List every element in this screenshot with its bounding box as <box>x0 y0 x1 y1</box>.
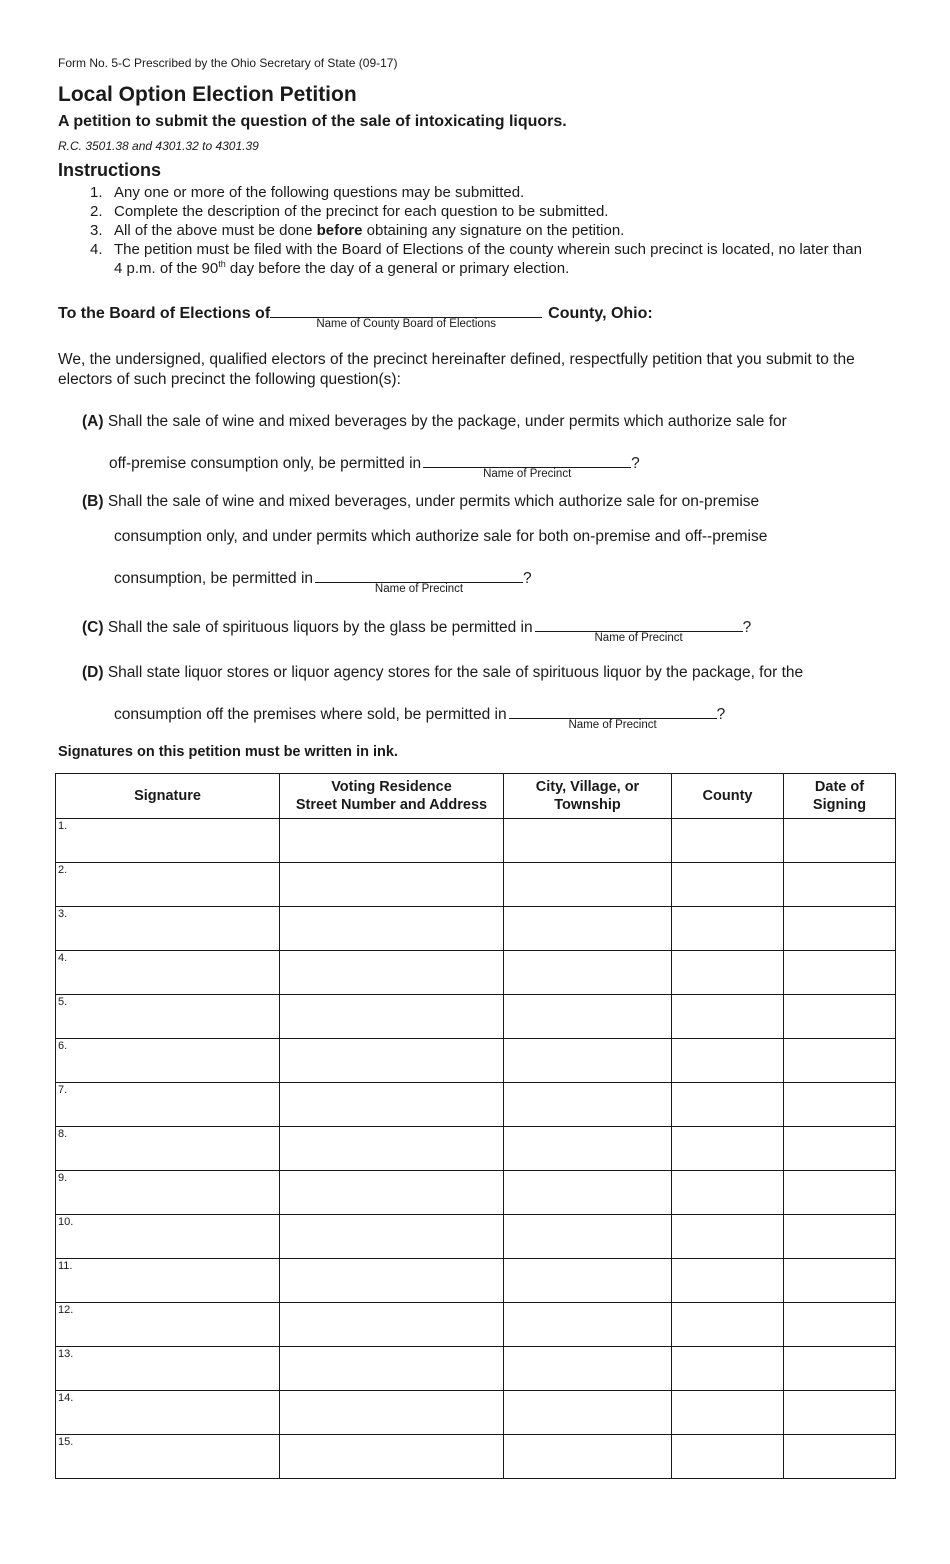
city-village-township-cell[interactable] <box>504 1215 672 1259</box>
instruction-item <box>90 183 900 202</box>
signature-instruction: Signatures on this petition must be written in ink. <box>58 744 398 760</box>
precinct-caption: Name of Precinct <box>374 583 464 595</box>
table-row <box>56 1391 896 1435</box>
city-village-township-cell[interactable] <box>504 819 672 863</box>
instructions-list <box>90 183 900 278</box>
form-number: Form No. 5-C Prescribed by the Ohio Secretary of State (09-17) <box>58 56 398 70</box>
signature-cell[interactable] <box>56 1303 280 1347</box>
row-number: 9. <box>58 1172 68 1184</box>
voting-residence-cell[interactable] <box>280 1127 504 1171</box>
question-b-letter: (B) <box>82 493 104 510</box>
city-village-township-cell[interactable] <box>504 907 672 951</box>
question-mark: ? <box>631 455 640 472</box>
instruction-item <box>90 240 900 278</box>
city-village-township-cell[interactable] <box>504 863 672 907</box>
table-row <box>56 1039 896 1083</box>
question-d-line2 <box>114 699 726 731</box>
statute-reference: R.C. 3501.38 and 4301.32 to 4301.39 <box>58 139 259 153</box>
instruction-text: Complete the description of the precinct for each question to be submitted. <box>114 203 609 220</box>
date-of-signing-cell[interactable] <box>784 819 896 863</box>
voting-residence-cell[interactable] <box>280 1039 504 1083</box>
question-a-line2 <box>109 448 640 480</box>
instruction-text-pre: All of the above must be done <box>114 222 317 239</box>
table-row <box>56 863 896 907</box>
city-village-township-cell[interactable] <box>504 1347 672 1391</box>
question-b-line3 <box>114 563 532 595</box>
date-of-signing-cell[interactable] <box>784 1127 896 1171</box>
county-cell[interactable] <box>672 1435 784 1479</box>
table-row <box>56 1215 896 1259</box>
date-of-signing-cell[interactable] <box>784 1083 896 1127</box>
table-row <box>56 1127 896 1171</box>
date-of-signing-cell[interactable] <box>784 1347 896 1391</box>
question-d-precinct-field[interactable] <box>509 699 717 731</box>
instruction-text-post: obtaining any signature on the petition. <box>362 222 625 239</box>
voting-residence-cell[interactable] <box>280 951 504 995</box>
row-number: 11. <box>58 1260 73 1272</box>
county-cell[interactable] <box>672 1039 784 1083</box>
city-village-township-cell[interactable] <box>504 1171 672 1215</box>
city-village-township-cell[interactable] <box>504 1039 672 1083</box>
county-cell[interactable] <box>672 951 784 995</box>
voting-residence-cell[interactable] <box>280 1435 504 1479</box>
header-text: Signature <box>134 788 201 804</box>
county-cell[interactable] <box>672 1391 784 1435</box>
signature-cell[interactable] <box>56 951 280 995</box>
date-of-signing-cell[interactable] <box>784 907 896 951</box>
question-a-letter: (A) <box>82 413 104 430</box>
city-village-township-cell[interactable] <box>504 1259 672 1303</box>
question-mark: ? <box>742 619 752 636</box>
county-cell[interactable] <box>672 1083 784 1127</box>
county-cell[interactable] <box>672 819 784 863</box>
city-village-township-cell[interactable] <box>504 1391 672 1435</box>
question-c-letter: (C) <box>82 619 104 636</box>
board-of-elections-line <box>58 297 653 330</box>
precinct-caption: Name of Precinct <box>483 468 572 480</box>
county-cell[interactable] <box>672 863 784 907</box>
signature-table <box>55 773 896 1479</box>
voting-residence-cell[interactable] <box>280 1303 504 1347</box>
precinct-caption: Name of Precinct <box>594 632 683 644</box>
instruction-text: Any one or more of the following questions may be submitted. <box>114 184 525 201</box>
row-number: 12. <box>58 1304 74 1316</box>
county-cell[interactable] <box>672 1303 784 1347</box>
question-d-text-2: consumption off the premises where sold, be permitted in <box>114 706 507 723</box>
header-text: City, Village, or <box>535 779 640 795</box>
date-of-signing-cell[interactable] <box>784 1215 896 1259</box>
instruction-number: 3. <box>90 222 103 239</box>
county-board-caption: Name of County Board of Elections <box>316 318 496 330</box>
petition-intro: We, the undersigned, qualified electors of the precinct hereinafter defined, respectfully petition that you submit to the electors of such precinct the following question(s): <box>58 351 855 388</box>
date-of-signing-cell[interactable] <box>784 1171 896 1215</box>
row-number: 8. <box>58 1128 68 1140</box>
question-b-line2: consumption only, and under permits which authorize sale for both on-premise and off--premise <box>114 528 768 545</box>
county-cell[interactable] <box>672 1171 784 1215</box>
question-d-line1 <box>82 664 803 682</box>
question-a-text-2: off-premise consumption only, be permitted in <box>109 455 422 472</box>
row-number: 5. <box>58 996 68 1008</box>
instruction-number: 2. <box>90 203 103 220</box>
voting-residence-cell[interactable] <box>280 1347 504 1391</box>
signature-cell[interactable] <box>56 995 280 1039</box>
column-header-city-village-township <box>504 774 672 819</box>
city-village-township-cell[interactable] <box>504 995 672 1039</box>
voting-residence-cell[interactable] <box>280 995 504 1039</box>
voting-residence-cell[interactable] <box>280 907 504 951</box>
table-row <box>56 951 896 995</box>
signature-cell[interactable] <box>56 1259 280 1303</box>
date-of-signing-cell[interactable] <box>784 951 896 995</box>
row-number: 15. <box>58 1436 74 1448</box>
column-header-voting-residence <box>280 774 504 819</box>
question-b-text-3: consumption, be permitted in <box>114 570 314 587</box>
voting-residence-cell[interactable] <box>280 1083 504 1127</box>
voting-residence-cell[interactable] <box>280 1391 504 1435</box>
voting-residence-cell[interactable] <box>280 1215 504 1259</box>
instruction-item <box>90 221 900 240</box>
column-header-county <box>672 774 784 819</box>
instructions-heading: Instructions <box>58 160 162 180</box>
voting-residence-cell[interactable] <box>280 863 504 907</box>
instruction-text-line2-pre: 4 p.m. of the 90 <box>114 260 219 277</box>
signature-cell[interactable] <box>56 819 280 863</box>
row-number: 7. <box>58 1084 68 1096</box>
row-number: 1. <box>58 820 68 832</box>
date-of-signing-cell[interactable] <box>784 1391 896 1435</box>
date-of-signing-cell[interactable] <box>784 1303 896 1347</box>
row-number: 3. <box>58 908 68 920</box>
header-text: Signing <box>812 797 867 813</box>
ordinal-suffix: th <box>218 259 226 269</box>
city-village-township-cell[interactable] <box>504 951 672 995</box>
table-row <box>56 995 896 1039</box>
county-cell[interactable] <box>672 1347 784 1391</box>
signature-cell[interactable] <box>56 1171 280 1215</box>
instruction-emphasis: before <box>316 222 363 239</box>
board-prefix: To the Board of Elections of <box>58 305 271 322</box>
header-text: County <box>702 788 753 804</box>
signature-cell[interactable] <box>56 1347 280 1391</box>
instruction-text-line1: The petition must be filed with the Board of Elections of the county wherein such precinct is located, no later than <box>114 241 862 258</box>
city-village-township-cell[interactable] <box>504 1083 672 1127</box>
instruction-number: 1. <box>90 184 103 201</box>
signature-cell[interactable] <box>56 1435 280 1479</box>
row-number: 13. <box>58 1348 74 1360</box>
county-cell[interactable] <box>672 1215 784 1259</box>
signature-cell[interactable] <box>56 1391 280 1435</box>
table-row <box>56 819 896 863</box>
question-d-text: Shall state liquor stores or liquor agency stores for the sale of spirituous liquor by the package, for the <box>103 664 804 681</box>
voting-residence-cell[interactable] <box>280 819 504 863</box>
instruction-text-line2-post: day before the day of a general or primary election. <box>225 260 570 277</box>
date-of-signing-cell[interactable] <box>784 1039 896 1083</box>
county-board-field[interactable] <box>270 297 542 330</box>
signature-cell[interactable] <box>56 907 280 951</box>
county-cell[interactable] <box>672 907 784 951</box>
page-title: Local Option Election Petition <box>58 83 357 106</box>
table-header-row <box>56 774 896 819</box>
signature-cell[interactable] <box>56 1083 280 1127</box>
date-of-signing-cell[interactable] <box>784 1435 896 1479</box>
voting-residence-cell[interactable] <box>280 1171 504 1215</box>
header-text: Date of <box>814 779 865 795</box>
voting-residence-cell[interactable] <box>280 1259 504 1303</box>
city-village-township-cell[interactable] <box>504 1303 672 1347</box>
date-of-signing-cell[interactable] <box>784 1259 896 1303</box>
question-mark: ? <box>523 570 532 587</box>
table-row <box>56 1083 896 1127</box>
signature-cell[interactable] <box>56 1127 280 1171</box>
question-c-precinct-field[interactable] <box>535 612 743 644</box>
row-number: 10. <box>58 1216 74 1228</box>
question-c-text: Shall the sale of spirituous liquors by the glass be permitted in <box>103 619 533 636</box>
header-text: Street Number and Address <box>295 797 488 813</box>
table-row <box>56 1171 896 1215</box>
county-cell[interactable] <box>672 995 784 1039</box>
column-header-date-of-signing <box>784 774 896 819</box>
question-b-precinct-field[interactable] <box>315 563 523 595</box>
row-number: 2. <box>58 864 68 876</box>
question-b-line1 <box>82 493 759 511</box>
question-mark: ? <box>716 706 726 723</box>
column-header-signature <box>56 774 280 819</box>
table-row <box>56 1259 896 1303</box>
question-a-precinct-field[interactable] <box>423 448 631 480</box>
city-village-township-cell[interactable] <box>504 1127 672 1171</box>
instruction-item <box>90 202 900 221</box>
table-row <box>56 1435 896 1479</box>
precinct-caption: Name of Precinct <box>568 719 657 731</box>
county-cell[interactable] <box>672 1127 784 1171</box>
signature-cell[interactable] <box>56 863 280 907</box>
signature-cell[interactable] <box>56 1039 280 1083</box>
question-a-line1 <box>82 413 787 431</box>
date-of-signing-cell[interactable] <box>784 863 896 907</box>
county-cell[interactable] <box>672 1259 784 1303</box>
page-subtitle: A petition to submit the question of the sale of intoxicating liquors. <box>58 113 567 130</box>
header-text: Township <box>554 797 621 813</box>
question-a-text: Shall the sale of wine and mixed beverages by the package, under permits which authorize sale for <box>103 413 787 430</box>
question-d-letter: (D) <box>82 664 104 681</box>
board-suffix: County, Ohio: <box>548 305 653 322</box>
row-number: 14. <box>58 1392 74 1404</box>
question-c-line1 <box>82 612 752 644</box>
header-text: Voting Residence <box>331 779 452 795</box>
city-village-township-cell[interactable] <box>504 1435 672 1479</box>
table-row <box>56 1303 896 1347</box>
table-row <box>56 1347 896 1391</box>
row-number: 4. <box>58 952 68 964</box>
instruction-number: 4. <box>90 241 103 258</box>
signature-cell[interactable] <box>56 1215 280 1259</box>
date-of-signing-cell[interactable] <box>784 995 896 1039</box>
row-number: 6. <box>58 1040 68 1052</box>
table-row <box>56 907 896 951</box>
question-b-text: Shall the sale of wine and mixed beverages, under permits which authorize sale for on-premise <box>103 493 760 510</box>
